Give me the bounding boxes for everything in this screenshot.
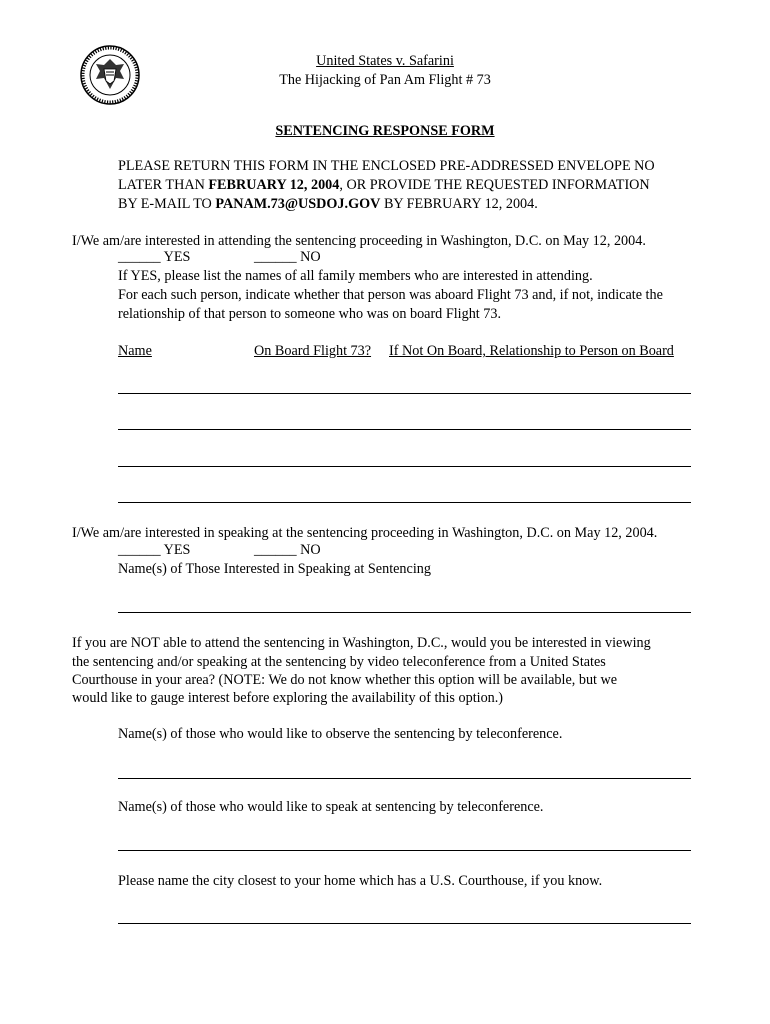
attend-detail-1: For each such person, indicate whether that person was aboard Flight 73 and, if not, indicate the: [118, 287, 663, 303]
speak-yes-option[interactable]: ______ YES: [118, 542, 191, 558]
attend-detail-2: relationship of that person to someone who was on board Flight 73.: [118, 306, 502, 322]
instructions-line-1: PLEASE RETURN THIS FORM IN THE ENCLOSED PRE-ADDRESSED ENVELOPE NO: [118, 158, 655, 174]
instructions-line-3: [118, 195, 538, 213]
column-header-onboard: On Board Flight 73?: [254, 343, 372, 359]
instructions-line-2-post: , OR PROVIDE THE REQUESTED INFORMATION: [339, 177, 650, 193]
instructions-line-3-pre: BY E-MAIL TO: [118, 196, 216, 212]
case-title: United States v. Safarini: [316, 53, 454, 69]
video-paragraph-line-2: the sentencing and/or speaking at the sentencing by video teleconference from a United States: [72, 654, 606, 670]
observe-label: Name(s) of those who would like to observe the sentencing by teleconference.: [118, 726, 563, 742]
attend-question: I/We am/are interested in attending the sentencing proceeding in Washington, D.C. on May 12, 2004.: [72, 233, 646, 249]
speaker-entry-line[interactable]: [118, 612, 691, 613]
attendee-entry-line-2[interactable]: [118, 429, 691, 430]
teleconference-speak-entry-line[interactable]: [118, 850, 691, 851]
attendee-entry-line-1[interactable]: [118, 393, 691, 394]
deadline-date: FEBRUARY 12, 2004: [208, 177, 340, 193]
city-label: Please name the city closest to your home which has a U.S. Courthouse, if you know.: [118, 873, 603, 889]
attend-list-instruction: If YES, please list the names of all family members who are interested in attending.: [118, 268, 593, 284]
speak-names-label: Name(s) of Those Interested in Speaking at Sentencing: [118, 561, 431, 577]
video-paragraph-line-3: Courthouse in your area? (NOTE: We do not know whether this option will be available, but we: [72, 672, 618, 688]
observe-entry-line[interactable]: [118, 778, 691, 779]
speak-no-option[interactable]: ______ NO: [254, 542, 321, 558]
attend-no-option[interactable]: ______ NO: [254, 249, 321, 265]
video-paragraph-line-4: would like to gauge interest before exploring the availability of this option.): [72, 690, 504, 706]
instructions-line-2-pre: LATER THAN: [118, 177, 209, 193]
city-entry-line[interactable]: [118, 923, 691, 924]
column-header-relationship: If Not On Board, Relationship to Person on Board: [389, 343, 674, 359]
attend-yes-option[interactable]: ______ YES: [118, 249, 191, 265]
video-paragraph-line-1: If you are NOT able to attend the sentencing in Washington, D.C., would you be interested in viewing: [72, 635, 651, 651]
speak-question: I/We am/are interested in speaking at the sentencing proceeding in Washington, D.C. on May 12, 2004.: [72, 525, 658, 541]
instructions-line-2: [118, 176, 650, 194]
column-header-name: Name: [118, 343, 152, 359]
email-address: PANAM.73@USDOJ.GOV: [215, 196, 381, 212]
instructions-line-3-post: BY FEBRUARY 12, 2004.: [380, 196, 538, 212]
attendee-entry-line-3[interactable]: [118, 466, 691, 467]
attendee-entry-line-4[interactable]: [118, 502, 691, 503]
case-subtitle: The Hijacking of Pan Am Flight # 73: [279, 72, 491, 88]
teleconference-speak-label: Name(s) of those who would like to speak at sentencing by teleconference.: [118, 799, 544, 815]
form-title: SENTENCING RESPONSE FORM: [275, 123, 495, 139]
